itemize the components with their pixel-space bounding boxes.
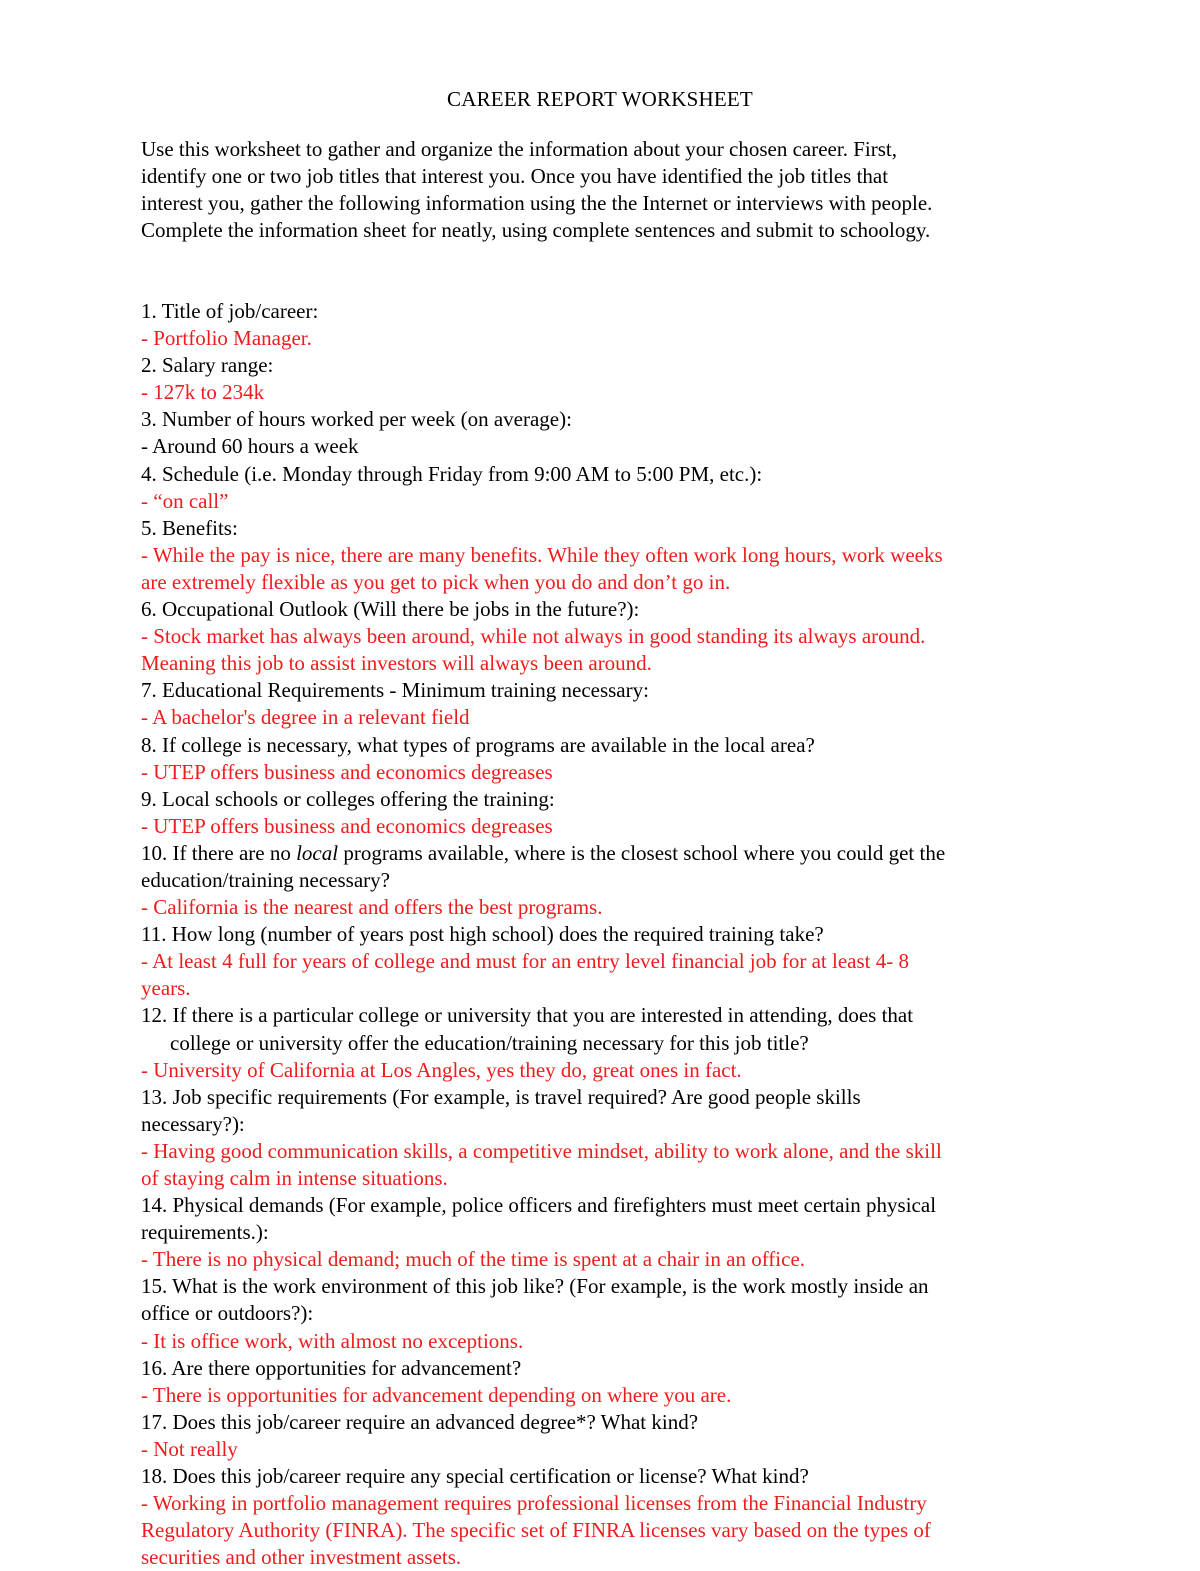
question-text: 12. If there is a particular college or university that you are interested in attending, does that [141, 1003, 914, 1028]
answer-text: - 127k to 234k [141, 380, 265, 405]
answer-text: - UTEP offers business and economics degreases [141, 759, 553, 784]
question-text: 3. Number of hours worked per week (on average): [141, 407, 572, 432]
answer-text: - There is opportunities for advancement depending on where you are. [141, 1382, 732, 1407]
question-text: 6. Occupational Outlook (Will there be jobs in the future?): [141, 597, 640, 622]
question-item [141, 677, 1071, 731]
answer-text: - At least 4 full for years of college and must for an entry level financial job for at least 4- 8 [141, 949, 909, 974]
question-item [141, 1409, 1071, 1463]
question-text: 17. Does this job/career require an advanced degree*? What kind? [141, 1409, 699, 1434]
question-text: 4. Schedule (i.e. Monday through Friday from 9:00 AM to 5:00 PM, etc.): [141, 461, 763, 486]
question-text: 14. Physical demands (For example, police officers and firefighters must meet certain physical [141, 1193, 937, 1218]
question-text: 7. Educational Requirements - Minimum training necessary: [141, 678, 649, 703]
question-list [141, 298, 1071, 1571]
question-item [141, 515, 1071, 596]
question-item [141, 596, 1071, 677]
question-item [141, 732, 1071, 786]
answer-text: - “on call” [141, 488, 229, 513]
answer-text: are extremely flexible as you get to pick when you do and don’t go in. [141, 569, 731, 594]
intro-line: identify one or two job titles that interest you. Once you have identified the job titles that [141, 164, 889, 188]
question-text: office or outdoors?): [141, 1301, 314, 1326]
answer-text: - Around 60 hours a week [141, 434, 359, 459]
question-text: college or university offer the education/training necessary for this job title? [170, 1030, 809, 1055]
answer-text: securities and other investment assets. [141, 1545, 462, 1570]
question-item [141, 406, 1071, 460]
answer-text: - There is no physical demand; much of the time is spent at a chair in an office. [141, 1247, 806, 1272]
question-text: 5. Benefits: [141, 515, 238, 540]
answer-text: - California is the nearest and offers the best programs. [141, 895, 603, 920]
answer-text: of staying calm in intense situations. [141, 1166, 448, 1190]
intro-line: interest you, gather the following information using the the Internet or interviews with people. [141, 191, 933, 215]
question-text: 2. Salary range: [141, 353, 274, 378]
question-item [141, 1192, 1071, 1273]
question-item [141, 298, 1071, 352]
question-item [141, 786, 1071, 840]
intro-line: Use this worksheet to gather and organize the information about your chosen career. First, [141, 137, 897, 161]
question-text: 15. What is the work environment of this job like? (For example, is the work mostly inside an [141, 1274, 929, 1299]
answer-text: - While the pay is nice, there are many benefits. While they often work long hours, work weeks [141, 542, 943, 567]
question-item [141, 921, 1071, 1002]
question-item [141, 352, 1071, 406]
answer-text: Regulatory Authority (FINRA). The specific set of FINRA licenses vary based on the types of [141, 1518, 931, 1543]
question-text: 1. Title of job/career: [141, 299, 319, 323]
answer-text: - Portfolio Manager. [141, 326, 312, 351]
answer-text: - A bachelor's degree in a relevant field [141, 705, 470, 730]
answer-text: - It is office work, with almost no exceptions. [141, 1328, 524, 1353]
question-text: 13. Job specific requirements (For example, is travel required? Are good people skills [141, 1084, 861, 1109]
page-title: CAREER REPORT WORKSHEET [447, 87, 753, 111]
question-text: 18. Does this job/career require any special certification or license? What kind? [141, 1464, 809, 1489]
answer-text: - UTEP offers business and economics degreases [141, 813, 553, 838]
question-text: necessary?): [141, 1111, 245, 1136]
question-item [141, 840, 1071, 921]
question-item [141, 1084, 1071, 1192]
question-item [141, 1273, 1071, 1354]
intro-paragraph [141, 136, 1061, 244]
question-text: 8. If college is necessary, what types of programs are available in the local area? [141, 732, 815, 757]
question-text: requirements.): [141, 1220, 269, 1245]
answer-text: - Having good communication skills, a competitive mindset, ability to work alone, and the skill [141, 1138, 942, 1163]
question-text: 11. How long (number of years post high school) does the required training take? [141, 922, 824, 947]
question-text: 9. Local schools or colleges offering the training: [141, 786, 555, 811]
question-item [141, 1463, 1071, 1571]
answer-text: - Stock market has always been around, while not always in good standing its always around. [141, 624, 926, 649]
answer-text: - Working in portfolio management requires professional licenses from the Financial Industry [141, 1491, 927, 1516]
question-text: 10. If there are no local programs available, where is the closest school where you could get the [141, 840, 946, 865]
intro-line: Complete the information sheet for neatly, using complete sentences and submit to schoology. [141, 218, 931, 242]
question-text: education/training necessary? [141, 867, 390, 892]
answer-text: years. [141, 976, 191, 1001]
answer-text: - Not really [141, 1436, 238, 1461]
question-item [141, 1355, 1071, 1409]
emphasis-text: local [296, 840, 339, 865]
answer-text: Meaning this job to assist investors will always been around. [141, 651, 652, 676]
question-text: 16. Are there opportunities for advancement? [141, 1355, 522, 1380]
question-item [141, 461, 1071, 515]
question-item [141, 1002, 1071, 1083]
answer-text: - University of California at Los Angles, yes they do, great ones in fact. [141, 1057, 742, 1082]
